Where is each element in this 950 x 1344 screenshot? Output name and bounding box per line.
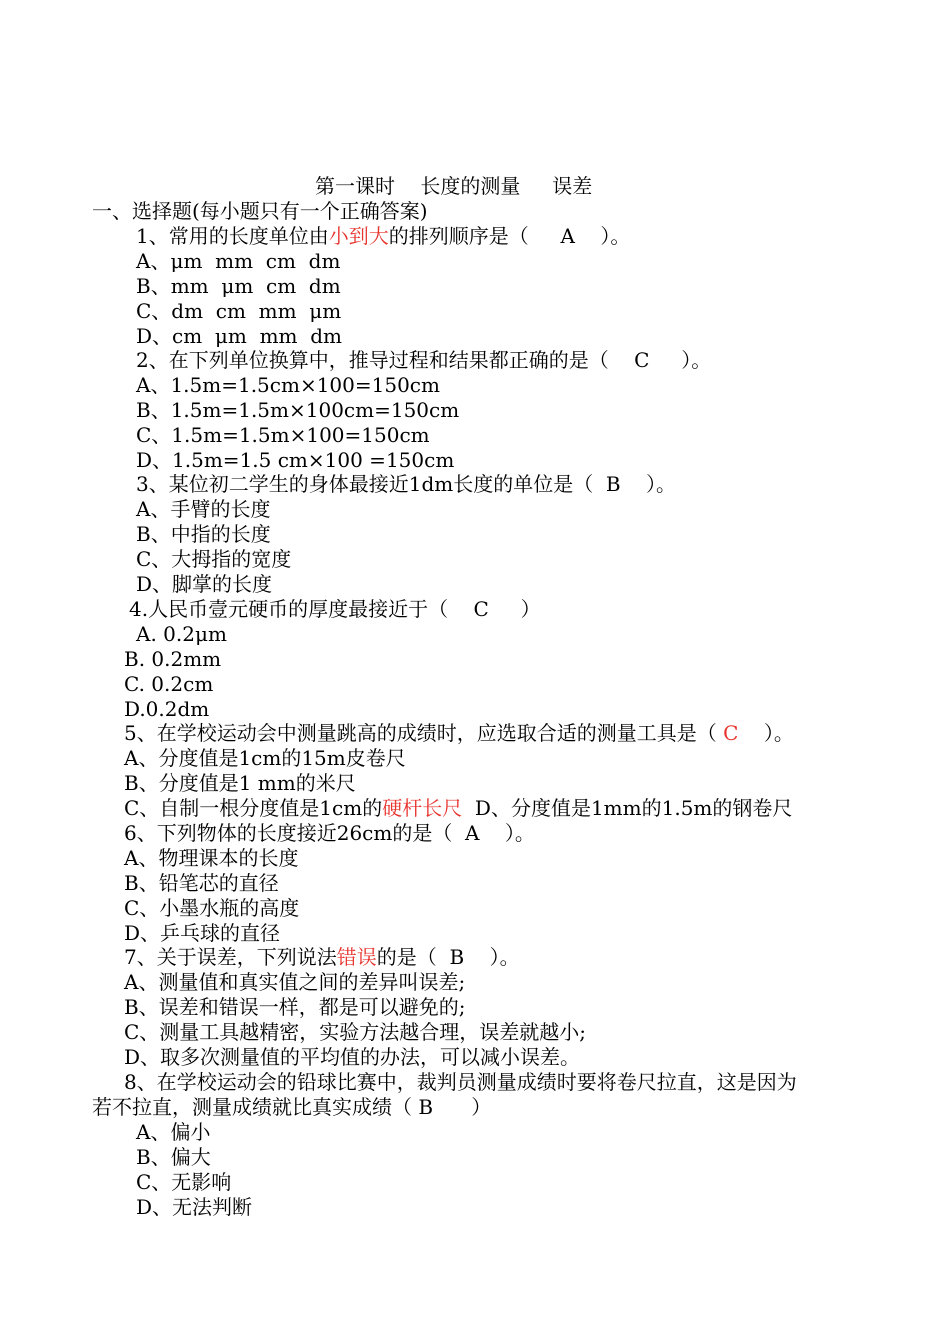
question-7-answer: 的是（ B ）。 [376,945,520,969]
question-2: 2、在下列单位换算中，推导过程和结果都正确的是（ C ）。 [136,348,712,372]
option-4a: A. 0.2μm [136,622,227,646]
option-5a: A、分度值是1cm的15m皮卷尺 [124,746,406,770]
option-1b: B、mm μm cm dm [136,274,341,298]
option-7c: C、测量工具越精密，实验方法越合理，误差就越小; [124,1020,587,1044]
option-2a: A、1.5m=1.5cm×100=150cm [136,373,440,397]
option-5c-text: C、自制一根分度值是1cm的 [124,796,383,820]
question-1 [136,224,630,249]
option-3a: A、手臂的长度 [136,497,271,521]
question-7 [124,945,520,970]
question-1-text: 1、常用的长度单位由 [136,224,329,248]
section-heading: 一、选择题(每小题只有一个正确答案) [92,199,428,223]
option-6c: C、小墨水瓶的高度 [124,896,300,920]
question-3: 3、某位初二学生的身体最接近1dm长度的单位是（ B ）。 [136,472,677,496]
option-8d: D、无法判断 [136,1195,253,1219]
option-1a: A、μm mm cm dm [136,249,341,273]
option-6b: B、铅笔芯的直径 [124,871,279,895]
question-7-highlight: 错误 [336,945,377,969]
option-5c-5d [124,796,792,821]
option-4d: D.0.2dm [124,697,210,721]
option-2c: C、1.5m=1.5m×100=150cm [136,423,430,447]
option-1d: D、cm μm mm dm [136,324,343,348]
question-6: 6、下列物体的长度接近26cm的是（ A ）。 [124,821,535,845]
question-8-line-2: 若不拉直，测量成绩就比真实成绩（ B ） [92,1095,492,1119]
option-5b: B、分度值是1 mm的米尺 [124,771,356,795]
option-7a: A、测量值和真实值之间的差异叫误差; [124,970,466,994]
question-5-text: 5、在学校运动会中测量跳高的成绩时，应选取合适的测量工具是（ [124,721,724,745]
option-2d: D、1.5m=1.5 cm×100 =150cm [136,448,455,472]
option-3d: D、脚掌的长度 [136,572,273,596]
question-1-highlight: 小到大 [328,224,389,248]
option-3b: B、中指的长度 [136,522,271,546]
option-7b: B、误差和错误一样，都是可以避免的; [124,995,466,1019]
option-4b: B. 0.2mm [124,647,222,671]
page-title: 第一课时 长度的测量 误差 [315,174,593,198]
question-5-tail: ）。 [738,721,794,745]
option-6a: A、物理课本的长度 [124,846,299,870]
option-8c: C、无影响 [136,1170,232,1194]
option-5c-highlight: 硬杆长尺 [382,796,463,820]
question-7-text: 7、关于误差，下列说法 [124,945,337,969]
option-5d-text: D、分度值是1mm的1.5m的钢卷尺 [462,796,793,820]
question-8-line-1: 8、在学校运动会的铅球比赛中，裁判员测量成绩时要将卷尺拉直，这是因为 [124,1070,797,1094]
question-4: 4.人民币壹元硬币的厚度最接近于（ C ） [129,597,541,621]
question-1-answer: 的排列顺序是（ A ）。 [388,224,631,248]
question-5-answer: C [723,721,739,745]
option-8a: A、偏小 [136,1120,211,1144]
question-5 [124,721,794,746]
option-2b: B、1.5m=1.5m×100cm=150cm [136,398,460,422]
option-7d: D、取多次测量值的平均值的办法，可以减小误差。 [124,1045,581,1069]
option-8b: B、偏大 [136,1145,211,1169]
option-1c: C、dm cm mm μm [136,299,342,323]
option-6d: D、乒乓球的直径 [124,921,281,945]
option-3c: C、大拇指的宽度 [136,547,292,571]
option-4c: C. 0.2cm [124,672,214,696]
